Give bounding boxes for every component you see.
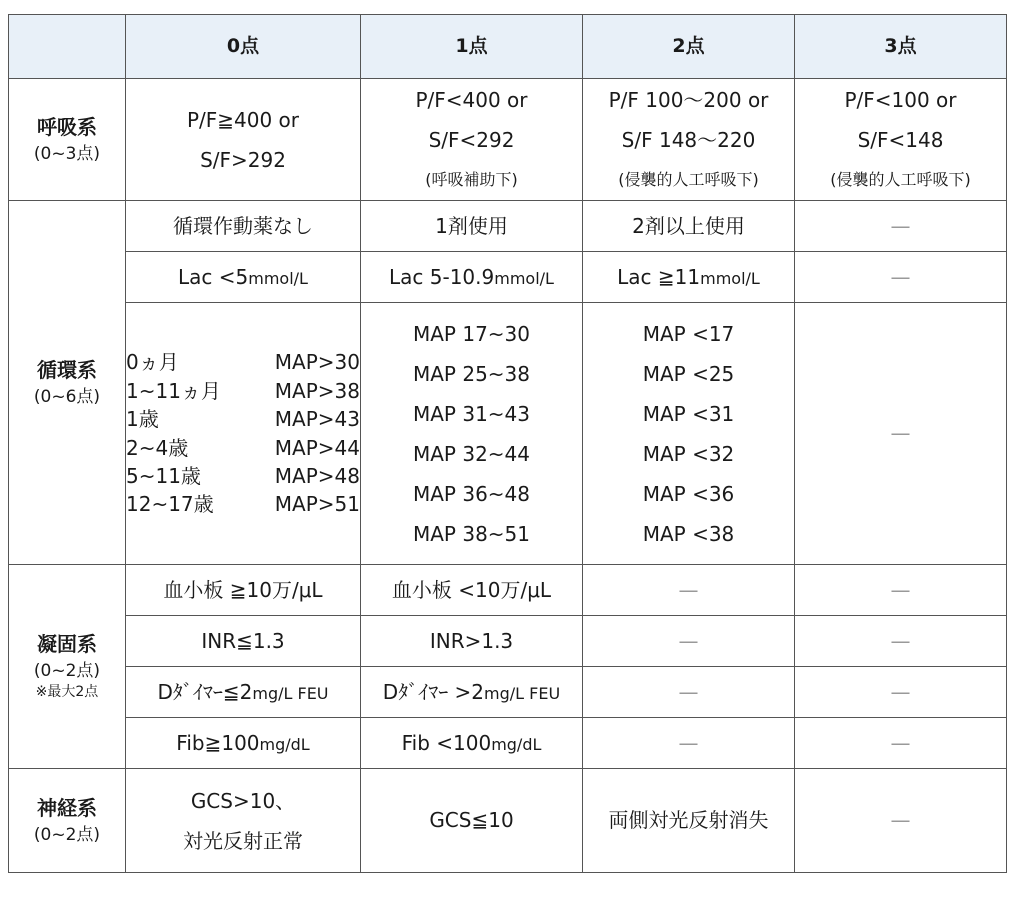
lac-0-value: Lac <5 [178,264,249,289]
neuro-row [9,769,1007,873]
map-age-value: MAP>51 [274,492,360,517]
inr-score-2: — [583,616,795,667]
respiratory-name: 呼吸系 [37,115,97,140]
respiratory-score-0 [126,79,361,201]
map-age-label: 5~11歳 [126,463,201,488]
map1-value: MAP 31~43 [412,401,530,426]
dd-1-unit: mg/L FEU [484,683,561,703]
lac-2-unit: mmol/L [700,268,760,288]
fib-score-1 [361,718,583,769]
fib-score-3: — [795,718,1007,769]
map-age-label: 0ヵ月 [126,350,179,375]
header-row [9,15,1007,79]
dd-score-1 [361,667,583,718]
circulatory-lac-row [9,252,1007,303]
respiratory-s0-line2: S/F>292 [200,147,286,172]
coagulation-name: 凝固系 [37,632,97,657]
header-score-1: 1点 [361,15,583,79]
map-age-label: 1~11ヵ月 [126,378,221,403]
respiratory-row [9,79,1007,201]
map-score-2 [583,303,795,565]
map-age-label: 12~17歳 [126,492,214,517]
lac-score-0 [126,252,361,303]
map2-value: MAP <31 [642,401,735,426]
plt-score-0: 血小板 ≧10万/μL [126,565,361,616]
neuro-score-0 [126,769,361,873]
lac-1-value: Lac 5-10.9 [389,264,495,289]
circulatory-category [9,201,126,565]
map-age-row [126,348,360,376]
map1-value: MAP 17~30 [412,321,530,346]
fib-1-unit: mg/dL [491,734,542,754]
plt-score-1: 血小板 <10万/μL [361,565,583,616]
dd-1-value: Dﾀﾞｲﾏｰ >2 [382,679,485,704]
header-score-0: 0点 [126,15,361,79]
map-score-1 [361,303,583,565]
fib-score-2: — [583,718,795,769]
neuro-s0-line2: 対光反射正常 [183,828,303,853]
neuro-range: (0~2点) [33,824,101,845]
inr-score-1: INR>1.3 [361,616,583,667]
lac-2-value: Lac ≧11 [617,264,701,289]
dd-0-unit: mg/L FEU [252,683,329,703]
neuro-score-2: 両側対光反射消失 [583,769,795,873]
vaso-score-3: — [795,201,1007,252]
map-age-label: 2~4歳 [126,435,189,460]
map-age-row [126,377,360,405]
respiratory-s1-line1: P/F<400 or [415,87,528,112]
respiratory-s2-line2: S/F 148〜220 [621,127,756,152]
map-age-value: MAP>48 [274,463,360,488]
vaso-score-1: 1剤使用 [361,201,583,252]
respiratory-s3-line2: S/F<148 [857,127,944,152]
score-table [8,14,1007,873]
coagulation-note: ※最大2点 [35,683,99,700]
map2-value: MAP <32 [642,441,735,466]
respiratory-s3-line3: (侵襲的人工呼吸下) [830,169,971,189]
map-age-row [126,490,360,518]
respiratory-s0-line1: P/F≧400 or [186,107,300,132]
lac-score-3: — [795,252,1007,303]
respiratory-score-1 [361,79,583,201]
plt-score-2: — [583,565,795,616]
neuro-category [9,769,126,873]
map1-value: MAP 25~38 [412,361,530,386]
inr-score-3: — [795,616,1007,667]
respiratory-score-2 [583,79,795,201]
lac-score-1 [361,252,583,303]
dd-score-3: — [795,667,1007,718]
neuro-s0-line1: GCS>10、 [190,788,296,813]
map2-value: MAP <25 [642,361,735,386]
map-age-value: MAP>43 [274,407,360,432]
inr-score-0: INR≦1.3 [126,616,361,667]
map-age-row [126,405,360,433]
map-age-table [126,348,360,518]
dd-score-0 [126,667,361,718]
map1-value: MAP 36~48 [412,481,530,506]
vaso-score-0: 循環作動薬なし [126,201,361,252]
fib-0-unit: mg/dL [259,734,310,754]
circulatory-range: (0~6点) [33,386,101,407]
respiratory-s1-line3: (呼吸補助下) [425,169,518,189]
map-age-value: MAP>30 [274,350,360,375]
coag-inr-row [9,616,1007,667]
map2-value: MAP <17 [642,321,735,346]
respiratory-s2-line1: P/F 100〜200 or [608,87,769,112]
header-score-2: 2点 [583,15,795,79]
map2-value: MAP <38 [642,521,735,546]
circulatory-vaso-row [9,201,1007,252]
neuro-score-1: GCS≦10 [361,769,583,873]
map-age-value: MAP>38 [274,378,360,403]
coagulation-range: (0~2点) [33,660,101,681]
fib-0-value: Fib≧100 [176,730,260,755]
respiratory-range: (0~3点) [33,143,101,164]
map-age-label: 1歳 [126,407,159,432]
map-score-0 [126,303,361,565]
plt-score-3: — [795,565,1007,616]
header-corner [9,15,126,79]
circulatory-map-row [9,303,1007,565]
vaso-score-2: 2剤以上使用 [583,201,795,252]
map-age-value: MAP>44 [274,435,360,460]
lac-score-2 [583,252,795,303]
map-age-row [126,434,360,462]
neuro-score-3: — [795,769,1007,873]
dd-score-2: — [583,667,795,718]
fib-score-0 [126,718,361,769]
respiratory-score-3 [795,79,1007,201]
map1-value: MAP 38~51 [412,521,530,546]
map-age-row [126,462,360,490]
neuro-name: 神経系 [37,796,97,821]
respiratory-s1-line2: S/F<292 [428,127,515,152]
coag-fib-row [9,718,1007,769]
map2-value: MAP <36 [642,481,735,506]
respiratory-s3-line1: P/F<100 or [844,87,957,112]
lac-0-unit: mmol/L [248,268,308,288]
map1-value: MAP 32~44 [412,441,530,466]
dd-0-value: Dﾀﾞｲﾏｰ≦2 [157,679,253,704]
coagulation-category [9,565,126,769]
coag-dd-row [9,667,1007,718]
lac-1-unit: mmol/L [494,268,554,288]
respiratory-s2-line3: (侵襲的人工呼吸下) [618,169,759,189]
respiratory-category [9,79,126,201]
coag-plt-row [9,565,1007,616]
header-score-3: 3点 [795,15,1007,79]
map-score-3: — [795,303,1007,565]
circulatory-name: 循環系 [37,358,97,383]
fib-1-value: Fib <100 [401,730,492,755]
